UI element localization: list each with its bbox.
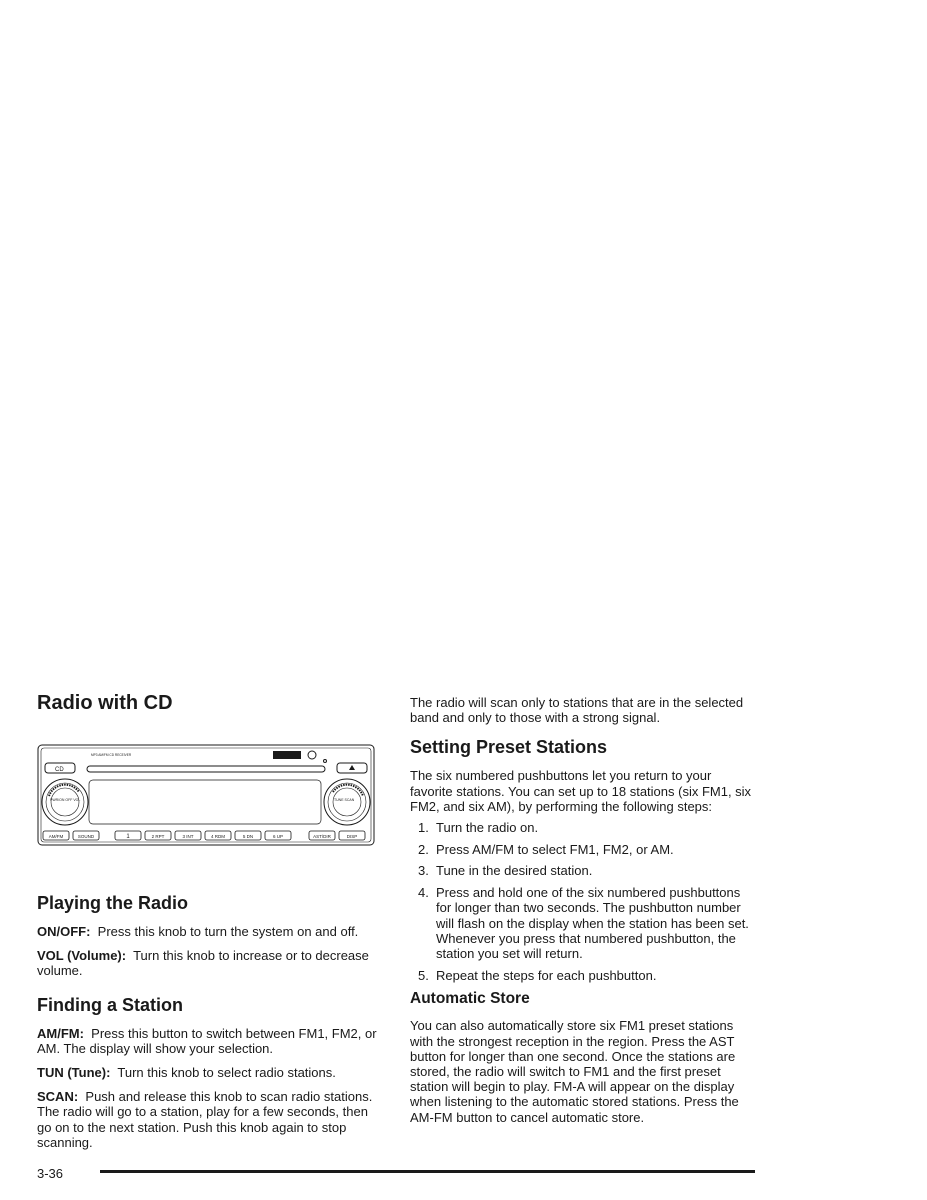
scan-text: Push and release this knob to scan radio stations. The radio will go to a station, play for a few seconds, then go on to the next station. Push this knob again to stop scanning.	[37, 1089, 373, 1150]
step-text: Tune in the desired station.	[436, 863, 593, 879]
power-volume-knob[interactable]	[42, 779, 88, 825]
left-column	[37, 690, 383, 1150]
vol-label: VOL (Volume):	[37, 948, 127, 964]
onoff-text: Press this knob to turn the system on and off.	[97, 924, 359, 939]
radio-button-6[interactable]	[205, 831, 231, 840]
step-text: Press AM/FM to select FM1, FM2, or AM.	[436, 841, 674, 857]
step-number: 5.	[418, 967, 429, 983]
eject-button[interactable]	[337, 763, 367, 773]
cd-button-label: CD	[55, 767, 64, 773]
step-number: 2.	[418, 841, 429, 857]
preset-heading: Setting Preset Stations	[410, 737, 608, 758]
tune-scan-knob[interactable]	[324, 779, 370, 825]
scan-label: SCAN:	[37, 1089, 79, 1105]
radio-button-label: AM/FM	[48, 834, 64, 839]
model-text: MP3 AM/FM CD RECEIVER	[91, 753, 132, 757]
radio-button-1[interactable]	[43, 831, 69, 840]
amfm-label: AM/FM:	[37, 1025, 84, 1041]
tun-paragraph	[37, 1065, 383, 1080]
tun-text: Turn this knob to select radio stations.	[117, 1065, 336, 1081]
list-item	[410, 863, 756, 878]
radio-button-label: AST/DIR	[313, 834, 331, 839]
page-number: 3-36	[37, 1166, 64, 1181]
radio-button-8[interactable]	[265, 831, 291, 840]
cd-button[interactable]	[45, 763, 75, 773]
right-column	[410, 695, 756, 1125]
radio-button-label: 6 UP	[272, 834, 284, 839]
list-item	[410, 820, 756, 835]
step-number: 1.	[418, 820, 429, 836]
radio-button-label: 3 INT	[182, 834, 194, 839]
finding-heading: Finding a Station	[37, 994, 183, 1015]
preset-steps-list	[410, 820, 756, 983]
radio-button-label: 5 DN	[242, 834, 254, 839]
radio-button-2[interactable]	[73, 831, 99, 840]
radio-button-9[interactable]	[309, 831, 335, 840]
radio-button-label: DISP	[346, 834, 358, 839]
playing-heading: Playing the Radio	[37, 893, 189, 913]
footer-rule	[100, 1170, 755, 1173]
scan-intro-paragraph: The radio will scan only to stations that are in the selected band and only to those with a strong signal.	[410, 695, 744, 726]
amfm-paragraph	[37, 1026, 383, 1056]
eject-icon	[349, 765, 355, 770]
list-item	[410, 968, 756, 983]
radio-button-label: 4 RDM	[210, 834, 226, 839]
step-text: Press and hold one of the six numbered pushbuttons for longer than two seconds. The pushbutton number will flash on the display when the station has been set. Whenever you press that numbered pushbutton, the station you set will return.	[436, 885, 749, 961]
radio-faceplate-figure	[37, 744, 375, 846]
radio-button-label: SOUND	[77, 834, 95, 839]
section-title: Radio with CD	[37, 692, 173, 714]
step-text: Turn the radio on.	[436, 820, 539, 836]
list-item	[410, 885, 756, 961]
radio-button-5[interactable]	[175, 831, 201, 840]
preset-paragraph: The six numbered pushbuttons let you return to your favorite stations. You can set up to 18 stations (six FM1, six FM2, and six AM), by performing the following steps:	[410, 768, 752, 814]
right-knob-label: TUNE SCAN	[334, 798, 355, 802]
onoff-label: ON/OFF:	[37, 924, 91, 939]
step-number: 4.	[418, 885, 429, 901]
amfm-text: Press this button to switch between FM1, FM2, or AM. The display will show your selection.	[37, 1025, 377, 1056]
bottom-button-row	[43, 831, 365, 840]
auto-store-heading: Automatic Store	[410, 990, 530, 1008]
list-item	[410, 842, 756, 857]
radio-button-10[interactable]	[339, 831, 365, 840]
radio-button-7[interactable]	[235, 831, 261, 840]
radio-button-3[interactable]	[115, 831, 141, 840]
radio-button-label: 2 RPT	[151, 834, 165, 839]
tun-label: TUN (Tune):	[37, 1065, 111, 1081]
vol-text: Turn this knob to increase or to decrease volume.	[37, 948, 369, 979]
mp3-logo	[273, 751, 327, 763]
left-knob-label: PWR/ON OFF VOL	[50, 798, 81, 802]
radio-button-label: 1	[126, 834, 130, 840]
vol-paragraph	[37, 948, 383, 978]
auto-store-paragraph: You can also automatically store six FM1 preset stations with the strongest reception in the region. Press the AST button for longer than one second. Once the stations are stored, the radio will switch to FM1 and the first preset station will begin to play. FM-A will appear on the display when listening to the automatic stored stations. Press the AM-FM button to cancel automatic store.	[410, 1018, 739, 1125]
scan-paragraph	[37, 1089, 383, 1150]
step-number: 3.	[418, 863, 429, 879]
radio-button-4[interactable]	[145, 831, 171, 840]
onoff-paragraph	[37, 924, 383, 939]
step-text: Repeat the steps for each pushbutton.	[436, 967, 657, 983]
